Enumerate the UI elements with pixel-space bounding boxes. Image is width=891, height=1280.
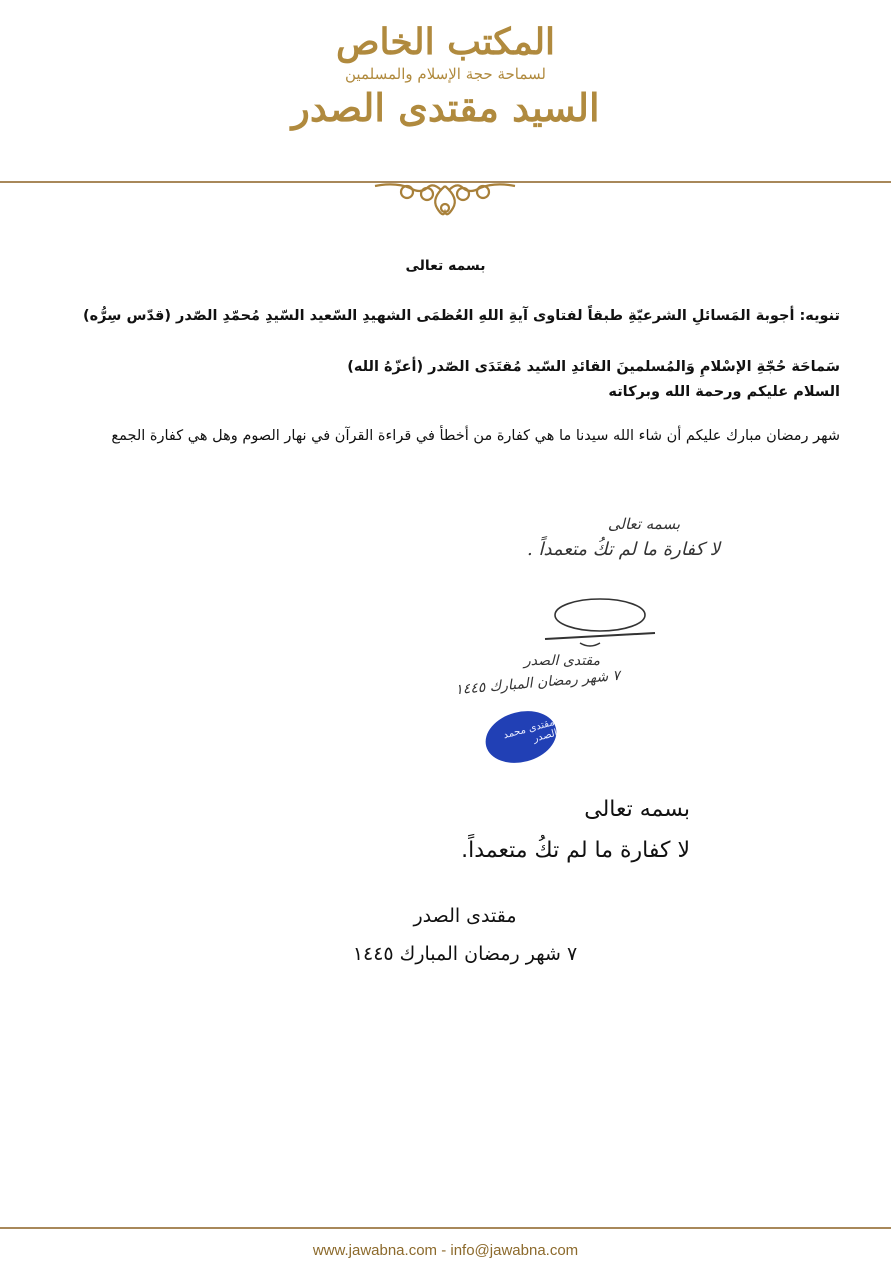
notice-line: تنويه: أجوبة المَسائلِ الشرعيّةِ طبقاً لفتاوى آيةِ اللهِ العُظمَى الشهيدِ السّعيد السّيدِ مُحمّدِ الصّدر (قدّس سِرُّه) (82, 308, 840, 324)
footer-divider (0, 1227, 891, 1229)
handwritten-basmala: بسمه تعالى (607, 515, 680, 533)
ornament-flourish-icon (365, 178, 525, 222)
handwritten-name: مقتدى الصدر (524, 653, 600, 669)
letterhead-logo (0, 20, 891, 132)
question-text: شهر رمضان مبارك عليكم أن شاء الله سيدنا ما هي كفارة من أخطأ في قراءة القرآن في نهار الصوم وهل هي كفارة الجمع (111, 428, 840, 444)
typed-answer-text: لا كفارة ما لم تكُ متعمداً. (461, 838, 690, 863)
question-basmala: بسمه تعالى (405, 258, 486, 274)
letterhead-subtitle: لسماحة حجة الإسلام والمسلمين (345, 65, 546, 83)
greeting-line: السلام عليكم ورحمة الله وبركاته (608, 384, 840, 400)
letterhead-office-title: المكتب الخاص (335, 21, 556, 63)
addressee-line: سَماحَة حُجّةِ الإسْلامِ وَالمُسلمينَ القائدِ السّيد مُقتَدَى الصّدر (أعزّهُ الله) (347, 359, 840, 375)
typed-signature-name: مقتدى الصدر (413, 905, 517, 927)
handwritten-answer-text: لا كفارة ما لم تكُ متعمداً . (527, 539, 720, 560)
seal-text: مقتدى محمد الصدر (502, 717, 559, 745)
footer-separator: - (437, 1242, 451, 1259)
letterhead-name: السيد مقتدى الصدر (291, 85, 600, 130)
footer-website-link[interactable]: www.jawabna.com (312, 1242, 438, 1259)
footer-contact (0, 1242, 891, 1259)
official-seal (480, 704, 562, 771)
handwritten-answer (440, 515, 720, 775)
signature-icon (540, 595, 660, 655)
handwritten-date: ٧ شهر رمضان المبارك ١٤٤٥ (454, 667, 621, 699)
footer-email-link[interactable]: info@jawabna.com (450, 1242, 579, 1259)
typed-signature-date: ٧ شهر رمضان المبارك ١٤٤٥ (352, 943, 578, 965)
addressee-block (330, 355, 840, 405)
typed-basmala: بسمه تعالى (584, 797, 690, 822)
